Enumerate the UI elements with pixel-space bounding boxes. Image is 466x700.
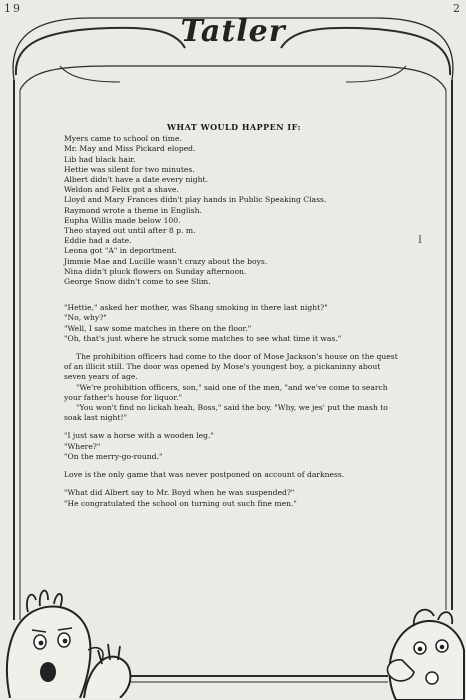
joke-line: "He congratulated the school on turning out such fine men."	[64, 498, 297, 508]
joke-line: "On the merry-go-round."	[64, 451, 163, 461]
list-item: Jimmie Mae and Lucille wasn't crazy about the boys.	[64, 256, 268, 266]
joke-line: Love is the only game that was never postponed on account of darkness.	[64, 470, 345, 480]
list-item: Weldon and Felix got a shave.	[64, 185, 179, 195]
joke-line: "No, why?"	[64, 313, 107, 323]
joke-line: "I just saw a horse with a wooden leg."	[64, 431, 214, 441]
list-item: Theo stayed out until after 8 p. m.	[64, 226, 196, 236]
list-item: Eupha Willis made below 100.	[64, 215, 181, 225]
cartoon-face-left-illustration	[2, 580, 142, 698]
margin-mark: I	[418, 235, 422, 246]
joke-line: "Hettie," asked her mother, was Shang smoking in there last night?"	[64, 303, 328, 313]
list-item: George Snow didn't come to see Slim.	[64, 277, 211, 287]
list-item: Myers came to school on time.	[64, 134, 182, 144]
list-item: Lloyd and Mary Frances didn't play hands in Public Speaking Class.	[64, 195, 327, 205]
list-item: Eddie had a date.	[64, 236, 132, 246]
joke-paragraph: "We're prohibition officers, son," said one of the men, "and we've come to search your father's house for liquor."	[64, 382, 388, 402]
list-item: Raymond wrote a theme in English.	[64, 205, 202, 215]
joke-line: "Well, I saw some matches in there on the floor."	[64, 323, 252, 333]
page-number-right: 2	[453, 2, 462, 15]
section-heading: WHAT WOULD HAPPEN IF:	[167, 122, 301, 132]
cartoon-face-right-illustration	[372, 600, 466, 700]
joke-line: "Where?"	[64, 441, 101, 451]
masthead-title: Tatler	[180, 14, 286, 49]
joke-line: "Oh, that's just where he struck some matches to see what time it was."	[64, 333, 342, 343]
list-item: Lib had black hair.	[64, 154, 136, 164]
joke-line: "What did Albert say to Mr. Boyd when he was suspended?"	[64, 488, 295, 498]
what-would-happen-list	[64, 134, 404, 287]
list-item: Nina didn't pluck flowers on Sunday afternoon.	[64, 266, 247, 276]
joke-paragraph: The prohibition officers had come to the door of Mose Jackson's house on the quest of an illicit still. The door was opened by Mose's youngest boy, a pickaninny about seven years of age.	[64, 352, 398, 382]
page-number-left: 19	[4, 2, 22, 15]
list-item: Albert didn't have a date every night.	[64, 175, 209, 185]
list-item: Hettie was silent for two minutes.	[64, 164, 195, 174]
list-item: Leona got "A" in deportment.	[64, 246, 177, 256]
article-body	[64, 122, 404, 509]
list-item: Mr. May and Miss Pickard eloped.	[64, 144, 196, 154]
joke-paragraph: "You won't find no lickah heah, Boss," said the boy. "Why, we jes' put the mash to soak last night!"	[64, 403, 388, 423]
